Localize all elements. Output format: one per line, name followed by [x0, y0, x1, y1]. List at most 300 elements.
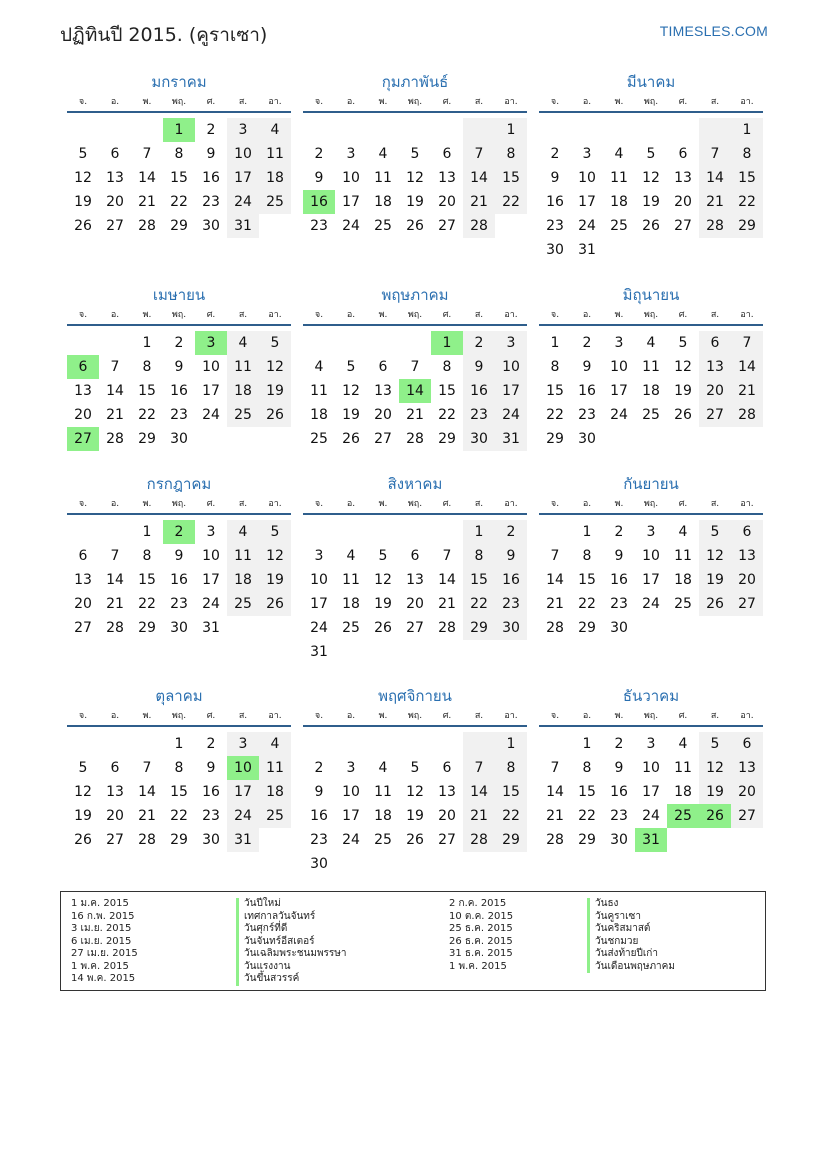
day-cell: 28	[106, 620, 124, 636]
weekday-label: พ.	[378, 310, 388, 320]
day-cell: 12	[642, 170, 660, 186]
weekday-label: อ.	[110, 97, 120, 107]
weekday-label: อ.	[582, 310, 592, 320]
day-cell: 18	[259, 166, 291, 190]
day-cell: 16	[170, 572, 188, 588]
day-cell: 1	[731, 118, 763, 142]
day-cell: 4	[378, 146, 388, 162]
weekday-label: พ.	[142, 711, 152, 721]
day-cell: 1	[142, 335, 152, 351]
day-cell: 22	[495, 804, 527, 828]
day-cell: 24	[642, 596, 660, 612]
day-cell: 19	[74, 194, 92, 210]
day-cell: 3	[495, 331, 527, 355]
weekday-label: จ.	[550, 711, 560, 721]
day-cell: 16	[610, 784, 628, 800]
day-cell: 18	[259, 780, 291, 804]
day-cell: 29	[578, 620, 596, 636]
weekday-label: อ.	[582, 499, 592, 509]
day-cell: 30	[610, 620, 628, 636]
day-cell: 26	[74, 218, 92, 234]
day-cell: 15	[495, 780, 527, 804]
weekday-label: ศ.	[678, 97, 688, 107]
day-cell: 8	[582, 760, 592, 776]
day-cell: 28	[106, 431, 124, 447]
holiday-dates-left	[71, 898, 138, 986]
day-cell: 15	[138, 383, 156, 399]
day-cell: 4	[378, 760, 388, 776]
month-name: กรกฎาคม	[146, 475, 212, 493]
day-cell: 9	[314, 170, 324, 186]
day-cell: 25	[342, 620, 360, 636]
day-cell: 14	[138, 784, 156, 800]
day-cell: 19	[342, 407, 360, 423]
day-cell: 26	[259, 592, 291, 616]
day-cell: 8	[582, 548, 592, 564]
day-cell: 7	[110, 548, 120, 564]
day-cell: 15	[546, 383, 564, 399]
day-cell: 1	[582, 736, 592, 752]
day-cell: 4	[678, 736, 688, 752]
day-cell: 1	[582, 524, 592, 540]
holiday-name: วันศุกร์ที่ดี	[236, 923, 347, 936]
day-cell: 22	[731, 190, 763, 214]
holiday-day-cell: 14	[399, 379, 431, 403]
day-cell: 15	[138, 572, 156, 588]
weekday-label: พ.	[378, 711, 388, 721]
day-cell: 22	[546, 407, 564, 423]
day-cell: 22	[138, 596, 156, 612]
day-cell: 15	[578, 572, 596, 588]
weekday-label: จ.	[314, 499, 324, 509]
day-cell: 12	[374, 572, 392, 588]
weekday-label: จ.	[78, 310, 88, 320]
day-cell: 31	[202, 620, 220, 636]
day-cell: 19	[74, 808, 92, 824]
day-cell: 18	[374, 808, 392, 824]
day-cell: 4	[646, 335, 656, 351]
day-cell: 29	[138, 620, 156, 636]
day-cell: 20	[74, 596, 92, 612]
holiday-dates-right	[449, 898, 513, 973]
day-cell: 29	[731, 214, 763, 238]
month-name: มกราคม	[151, 73, 207, 91]
holiday-name: วันปีใหม่	[236, 898, 347, 911]
day-cell: 25	[259, 804, 291, 828]
day-cell: 28	[438, 620, 456, 636]
weekday-label: พ.	[142, 499, 152, 509]
day-cell: 7	[463, 142, 495, 166]
day-cell: 7	[142, 146, 152, 162]
holiday-date: 16 ก.พ. 2015	[71, 910, 135, 922]
day-cell: 28	[546, 620, 564, 636]
day-cell: 27	[106, 832, 124, 848]
day-cell: 16	[170, 383, 188, 399]
day-cell: 29	[170, 832, 188, 848]
day-cell: 21	[138, 194, 156, 210]
day-cell: 23	[202, 808, 220, 824]
day-cell: 30	[170, 431, 188, 447]
day-cell: 18	[642, 383, 660, 399]
day-cell: 17	[310, 596, 328, 612]
day-cell: 14	[438, 572, 456, 588]
day-cell: 13	[731, 544, 763, 568]
weekday-label: ส.	[710, 97, 720, 107]
day-cell: 22	[438, 407, 456, 423]
day-cell: 4	[259, 732, 291, 756]
day-cell: 25	[259, 190, 291, 214]
day-cell: 11	[259, 142, 291, 166]
day-cell: 15	[170, 170, 188, 186]
weekday-label: จ.	[78, 499, 88, 509]
holiday-names-left	[236, 898, 347, 986]
month-block	[539, 285, 763, 485]
day-cell: 3	[227, 118, 259, 142]
weekday-label: อา.	[740, 711, 754, 721]
month-block	[303, 686, 527, 886]
weekday-label: พฤ.	[643, 310, 659, 320]
weekday-label: ส.	[710, 310, 720, 320]
day-cell: 6	[442, 760, 452, 776]
day-cell: 16	[546, 194, 564, 210]
weekday-label: พ.	[614, 499, 624, 509]
weekday-label: พ.	[614, 310, 624, 320]
day-cell: 5	[410, 146, 420, 162]
day-cell: 26	[642, 218, 660, 234]
weekday-label: ส.	[710, 711, 720, 721]
day-cell: 22	[463, 592, 495, 616]
day-cell: 13	[406, 572, 424, 588]
day-cell: 6	[678, 146, 688, 162]
day-cell: 12	[699, 756, 731, 780]
day-cell: 14	[731, 355, 763, 379]
day-cell: 27	[438, 832, 456, 848]
month-header-rule	[539, 725, 763, 727]
day-cell: 6	[110, 760, 120, 776]
day-cell: 22	[578, 808, 596, 824]
day-cell: 8	[550, 359, 560, 375]
day-cell: 9	[495, 544, 527, 568]
day-cell: 17	[202, 383, 220, 399]
day-cell: 6	[731, 520, 763, 544]
day-cell: 27	[674, 218, 692, 234]
day-cell: 15	[170, 784, 188, 800]
day-cell: 26	[674, 407, 692, 423]
day-cell: 5	[259, 331, 291, 355]
day-cell: 11	[227, 355, 259, 379]
day-cell: 20	[731, 780, 763, 804]
day-cell: 18	[310, 407, 328, 423]
holiday-day-cell: 31	[635, 828, 667, 852]
day-cell: 17	[642, 572, 660, 588]
day-cell: 28	[406, 431, 424, 447]
day-cell: 17	[202, 572, 220, 588]
weekday-label: ส.	[474, 310, 484, 320]
day-cell: 11	[674, 760, 692, 776]
holiday-day-cell: 1	[431, 331, 463, 355]
month-name: กุมภาพันธ์	[381, 73, 449, 91]
day-cell: 13	[374, 383, 392, 399]
holiday-name: วันแรงงาน	[236, 961, 347, 974]
day-cell: 9	[463, 355, 495, 379]
day-cell: 5	[699, 520, 731, 544]
day-cell: 26	[406, 218, 424, 234]
day-cell: 25	[642, 407, 660, 423]
day-cell: 7	[442, 548, 452, 564]
holiday-day-cell: 1	[163, 118, 195, 142]
day-cell: 13	[438, 784, 456, 800]
day-cell: 14	[463, 780, 495, 804]
day-cell: 4	[227, 520, 259, 544]
day-cell: 8	[174, 146, 184, 162]
day-cell: 9	[582, 359, 592, 375]
month-header-rule	[303, 324, 527, 326]
weekday-label: อา.	[504, 310, 518, 320]
day-cell: 9	[614, 548, 624, 564]
day-cell: 13	[674, 170, 692, 186]
day-cell: 20	[699, 379, 731, 403]
day-cell: 31	[578, 242, 596, 258]
day-cell: 16	[610, 572, 628, 588]
day-cell: 26	[406, 832, 424, 848]
holiday-name: วันชกมวย	[587, 936, 675, 949]
day-cell: 16	[463, 379, 495, 403]
day-cell: 21	[699, 190, 731, 214]
day-cell: 4	[227, 331, 259, 355]
weekday-label: จ.	[78, 711, 88, 721]
day-cell: 3	[614, 335, 624, 351]
day-cell: 29	[170, 218, 188, 234]
day-cell: 18	[227, 568, 259, 592]
month-block	[67, 72, 291, 272]
day-cell: 24	[202, 596, 220, 612]
weekday-label: อา.	[268, 97, 282, 107]
day-cell: 12	[406, 784, 424, 800]
holiday-day-cell: 3	[195, 331, 227, 355]
holiday-day-cell: 25	[667, 804, 699, 828]
day-cell: 23	[610, 808, 628, 824]
weekday-label: อา.	[504, 499, 518, 509]
month-name: พฤศจิกายน	[378, 687, 452, 705]
month-header-rule	[539, 111, 763, 113]
page-title: ปฏิทินปี 2015. (คูราเซา)	[60, 24, 268, 46]
day-cell: 3	[227, 732, 259, 756]
holiday-name: วันส่งท้ายปีเก่า	[587, 948, 675, 961]
day-cell: 4	[346, 548, 356, 564]
day-cell: 9	[174, 548, 184, 564]
holiday-date: 10 ต.ค. 2015	[449, 910, 514, 922]
day-cell: 27	[106, 218, 124, 234]
holiday-day-cell: 10	[227, 756, 259, 780]
day-cell: 24	[227, 190, 259, 214]
weekday-label: พฤ.	[643, 97, 659, 107]
holiday-name: วันธง	[587, 898, 675, 911]
weekday-label: อ.	[346, 97, 356, 107]
day-cell: 20	[406, 596, 424, 612]
day-cell: 11	[610, 170, 628, 186]
day-cell: 3	[206, 524, 216, 540]
month-header-rule	[303, 111, 527, 113]
day-cell: 14	[106, 383, 124, 399]
day-cell: 11	[259, 756, 291, 780]
day-cell: 24	[642, 808, 660, 824]
day-cell: 14	[699, 166, 731, 190]
day-cell: 12	[674, 359, 692, 375]
day-cell: 6	[378, 359, 388, 375]
weekday-label: พ.	[614, 97, 624, 107]
day-cell: 11	[674, 548, 692, 564]
holiday-day-cell: 26	[699, 804, 731, 828]
holiday-date: 25 ธ.ค. 2015	[449, 923, 513, 934]
month-name: พฤษภาคม	[381, 286, 449, 304]
day-cell: 21	[463, 804, 495, 828]
day-cell: 30	[202, 218, 220, 234]
day-cell: 21	[463, 190, 495, 214]
day-cell: 10	[578, 170, 596, 186]
day-cell: 2	[206, 736, 216, 752]
day-cell: 8	[142, 548, 152, 564]
month-block	[303, 474, 527, 674]
month-name: มีนาคม	[626, 73, 676, 91]
weekday-label: จ.	[78, 97, 88, 107]
day-cell: 14	[546, 572, 564, 588]
day-cell: 17	[610, 383, 628, 399]
weekday-label: อ.	[346, 499, 356, 509]
day-cell: 9	[206, 760, 216, 776]
day-cell: 1	[495, 118, 527, 142]
day-cell: 19	[374, 596, 392, 612]
holiday-day-cell: 27	[67, 427, 99, 451]
day-cell: 23	[310, 832, 328, 848]
day-cell: 19	[259, 568, 291, 592]
holiday-name: วันคูราเซา	[587, 911, 675, 924]
weekday-label: พฤ.	[407, 310, 423, 320]
day-cell: 1	[463, 520, 495, 544]
weekday-label: อ.	[346, 310, 356, 320]
weekday-label: พฤ.	[171, 711, 187, 721]
day-cell: 4	[259, 118, 291, 142]
day-cell: 24	[342, 218, 360, 234]
day-cell: 18	[342, 596, 360, 612]
day-cell: 20	[674, 194, 692, 210]
day-cell: 19	[259, 379, 291, 403]
month-block	[67, 285, 291, 485]
day-cell: 3	[346, 760, 356, 776]
weekday-label: อ.	[346, 711, 356, 721]
day-cell: 8	[174, 760, 184, 776]
day-cell: 30	[495, 616, 527, 640]
weekday-label: พฤ.	[171, 499, 187, 509]
weekday-label: ศ.	[206, 97, 216, 107]
weekday-label: ส.	[474, 97, 484, 107]
holiday-day-cell: 16	[303, 190, 335, 214]
day-cell: 6	[699, 331, 731, 355]
day-cell: 8	[495, 756, 527, 780]
day-cell: 23	[578, 407, 596, 423]
month-header-rule	[539, 324, 763, 326]
day-cell: 11	[310, 383, 328, 399]
day-cell: 10	[642, 760, 660, 776]
weekday-label: อา.	[268, 499, 282, 509]
day-cell: 26	[342, 431, 360, 447]
month-name: สิงหาคม	[387, 475, 443, 493]
day-cell: 20	[106, 194, 124, 210]
day-cell: 28	[731, 403, 763, 427]
day-cell: 16	[495, 568, 527, 592]
day-cell: 15	[495, 166, 527, 190]
weekday-label: ศ.	[206, 310, 216, 320]
day-cell: 27	[438, 218, 456, 234]
month-name: มิถุนายน	[622, 286, 680, 304]
day-cell: 22	[578, 596, 596, 612]
weekday-label: อา.	[504, 711, 518, 721]
day-cell: 17	[227, 780, 259, 804]
day-cell: 27	[731, 592, 763, 616]
day-cell: 29	[578, 832, 596, 848]
day-cell: 4	[678, 524, 688, 540]
day-cell: 15	[578, 784, 596, 800]
day-cell: 31	[227, 828, 259, 852]
holiday-date: 26 ธ.ค. 2015	[449, 935, 513, 947]
day-cell: 14	[463, 166, 495, 190]
day-cell: 21	[731, 379, 763, 403]
holiday-day-cell: 6	[67, 355, 99, 379]
day-cell: 23	[170, 596, 188, 612]
weekday-label: พฤ.	[407, 711, 423, 721]
day-cell: 30	[610, 832, 628, 848]
day-cell: 10	[495, 355, 527, 379]
day-cell: 2	[550, 146, 560, 162]
day-cell: 12	[259, 355, 291, 379]
day-cell: 30	[546, 242, 564, 258]
day-cell: 5	[78, 146, 88, 162]
day-cell: 5	[646, 146, 656, 162]
weekday-label: ส.	[238, 499, 248, 509]
day-cell: 7	[142, 760, 152, 776]
day-cell: 11	[342, 572, 360, 588]
month-block	[67, 686, 291, 886]
day-cell: 2	[174, 335, 184, 351]
weekday-label: อ.	[110, 711, 120, 721]
day-cell: 26	[699, 592, 731, 616]
weekday-label: จ.	[550, 97, 560, 107]
day-cell: 24	[578, 218, 596, 234]
day-cell: 24	[202, 407, 220, 423]
day-cell: 8	[463, 544, 495, 568]
day-cell: 4	[314, 359, 324, 375]
month-header-rule	[303, 513, 527, 515]
day-cell: 28	[138, 832, 156, 848]
day-cell: 7	[110, 359, 120, 375]
day-cell: 3	[582, 146, 592, 162]
day-cell: 16	[202, 784, 220, 800]
day-cell: 13	[731, 756, 763, 780]
day-cell: 2	[463, 331, 495, 355]
day-cell: 22	[170, 194, 188, 210]
day-cell: 5	[699, 732, 731, 756]
day-cell: 5	[410, 760, 420, 776]
day-cell: 23	[610, 596, 628, 612]
day-cell: 7	[550, 760, 560, 776]
day-cell: 3	[346, 146, 356, 162]
holiday-day-cell: 2	[163, 520, 195, 544]
site-link[interactable]: TIMESLES.COM	[659, 23, 768, 39]
weekday-label: อา.	[740, 310, 754, 320]
day-cell: 17	[342, 194, 360, 210]
holiday-date: 14 พ.ค. 2015	[71, 973, 136, 984]
month-block	[539, 686, 763, 886]
day-cell: 10	[642, 548, 660, 564]
